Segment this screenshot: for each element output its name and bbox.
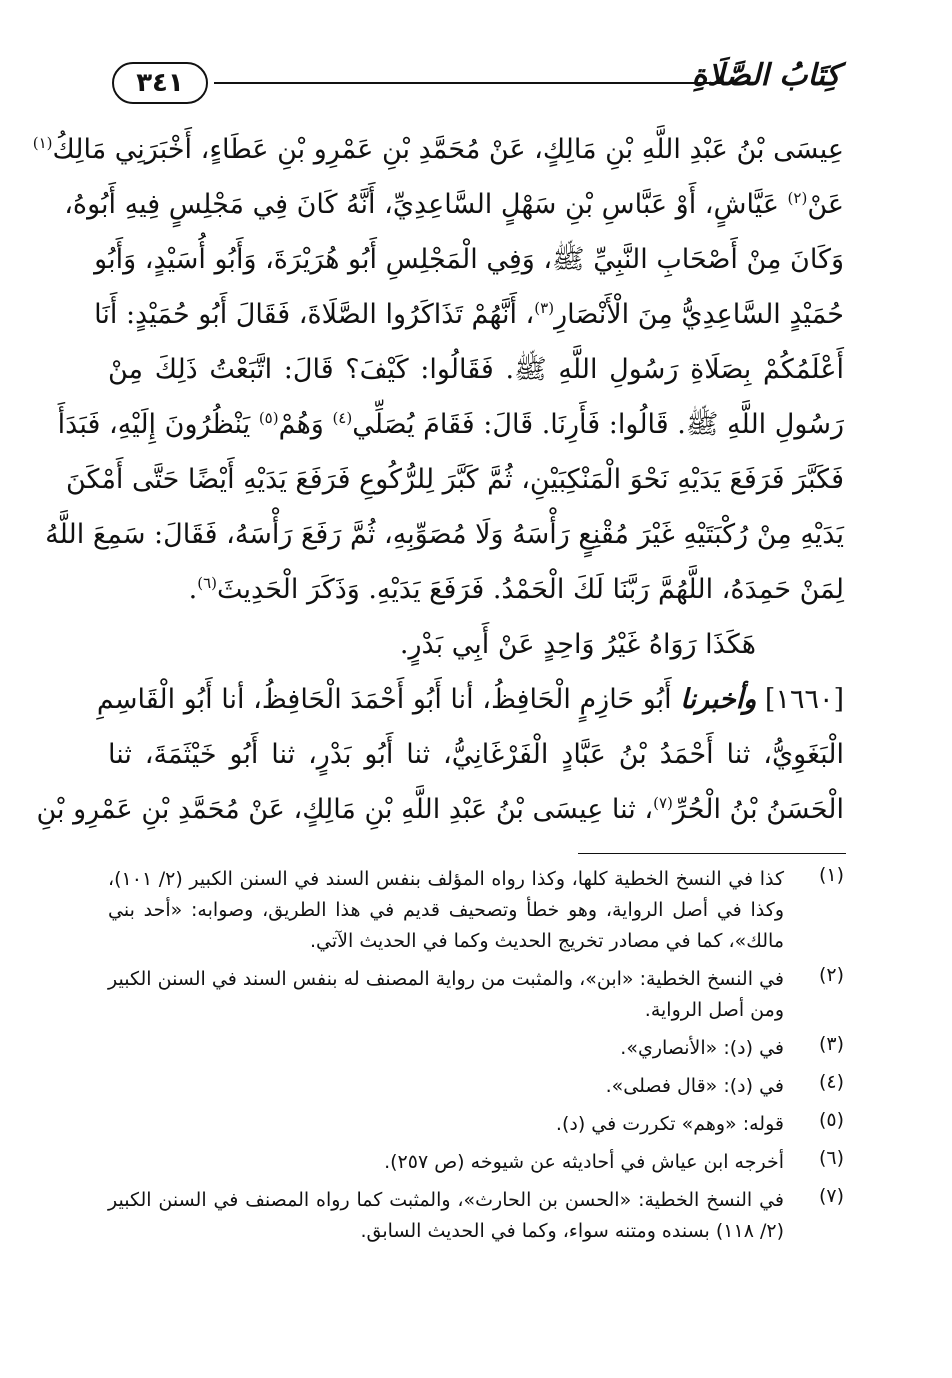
footnote: (٦) أخرجه ابن عياش في أحاديثه عن شيوخه (ص ٢٥٧). [384,1147,844,1173]
footnotes [108,864,844,1254]
page-number: ٣٤١ [136,68,184,98]
footnote: (١) كذا في النسخ الخطية كلها، وكذا رواه المؤلف بنفس السند في السنن الكبير (٢/ ١٠١)، وكذا في أصل الرواية، وهو خطأ وتصحيف قديم في هذا الطريق، وصوابه: «أحد بني مالك»، كما في مصادر تخريج الحديث وكما في الحديث الآتي. [108,864,844,952]
page-header [112,56,840,112]
text-line: الْبَغَوِيُّ، ثنا أَحْمَدُ بْنُ عَبَّادٍ الْفَرْغَانِيُّ، ثنا أَبُو بَدْرٍ، ثنا أَبُو خَيْثَمَةَ، ثنا [108,739,844,770]
footnote: (٣) في (د): «الأنصاري». [620,1033,844,1059]
footnote: (٢) في النسخ الخطية: «ابن»، والمثبت من رواية المصنف له بنفس السند في السنن الكبير ومن أصل الرواية. [108,964,844,1021]
hadith-number: [١٦٦٠] [764,684,844,715]
text-line: لِمَنْ حَمِدَهُ، اللَّهُمَّ رَبَّنَا لَكَ الْحَمْدُ. فَرَفَعَ يَدَيْهِ. وَذَكَرَ الْحَدِيثَ$^{(٦)}$. [188,574,844,605]
footnote-ref: (٤) [332,409,353,427]
footnote: (٥) قوله: «وهم» تكررت في (د). [555,1109,844,1135]
text-line: يَدَيْهِ مِنْ رُكْبَتَيْهِ غَيْرَ مُقْنِعٍ رَأْسَهُ وَلَا مُصَوِّبِهِ، ثُمَّ رَفَعَ رَأْسَهُ، فَقَالَ: سَمِعَ اللَّهُ [45,519,844,550]
akhbarana-label: وأخبرنا [680,684,757,715]
text-line: الْحَسَنُ بْنُ الْحُرِّ$^{(٧)}$، ثنا عِيسَى بْنُ عَبْدِ اللَّهِ بْنِ مَالِكٍ، عَنْ مُحَمَّدِ بْنِ عَمْرِو بْنِ [36,794,844,825]
footnote: (٤) في (د): «قال فصلى». [605,1071,844,1097]
text-line: أَعْلَمُكُمْ بِصَلَاةِ رَسُولِ اللَّهِ ﷺ. فَقَالُوا: كَيْفَ؟ قَالَ: اتَّبَعْتُ ذَلِكَ مِنْ [108,354,844,385]
footnote-divider [578,853,846,854]
footnote-ref: (٢) [787,189,808,207]
footnote-ref: (٥) [258,409,279,427]
text-line: عَنْ$^{(٢)}$ عَيَّاشٍ، أَوْ عَبَّاسِ بْنِ سَهْلٍ السَّاعِدِيِّ، أَنَّهُ كَانَ فِي مَجْلِسٍ فِيهِ أَبُوهُ، [64,189,844,220]
text-line: وَكَانَ مِنْ أَصْحَابِ النَّبِيِّ ﷺ، وَفِي الْمَجْلِسِ أَبُو هُرَيْرَةَ، وَأَبُو أُسَيْدٍ، وَأَبُو [94,244,844,275]
footnote-ref: (١) [32,134,53,152]
text-line: حُمَيْدٍ السَّاعِدِيُّ مِنَ الْأَنْصَارِ$^{(٣)}$، أَنَّهُمْ تَذَاكَرُوا الصَّلَاةَ، فَقَالَ أَبُو حُمَيْدٍ: أَنَا [94,299,844,330]
page-number-badge [112,62,208,104]
text-line: هَكَذَا رَوَاهُ غَيْرُ وَاحِدٍ عَنْ أَبِي بَدْرٍ. [399,629,756,660]
footnote-ref: (٣) [534,299,555,317]
footnote-ref: (٦) [197,574,217,592]
text-line: [١٦٦٠] وأخبرنا أَبُو حَازِمٍ الْحَافِظُ، أنا أَبُو أَحْمَدَ الْحَافِظُ، أنا أَبُو الْقَاسِمِ [96,684,844,715]
footnote-ref: (٧) [653,794,673,812]
chapter-title: كِتَابُ الصَّلَاةِ [691,58,840,93]
text-line: فَكَبَّرَ فَرَفَعَ يَدَيْهِ نَحْوَ الْمَنْكِبَيْنِ، ثُمَّ كَبَّرَ لِلرُّكُوعِ فَرَفَعَ يَدَيْهِ أَيْضًا حَتَّى أَمْكَنَ [65,464,844,495]
footnote: (٧) في النسخ الخطية: «الحسن بن الحارث»، والمثبت كما رواه المصنف في السنن الكبير (٢/ ١١٨) بسنده ومتنه سواء، وكما في الحديث السابق. [108,1185,844,1242]
header-rule [214,82,742,84]
text-line: عِيسَى بْنُ عَبْدِ اللَّهِ بْنِ مَالِكٍ، عَنْ مُحَمَّدِ بْنِ عَمْرِو بْنِ عَطَاءٍ، أَخْبَرَنِي مَالِكُ$^{(١)}$ [32,134,844,165]
main-text [32,122,844,837]
text-line: رَسُولِ اللَّهِ ﷺ. قَالُوا: فَأَرِنَا. قَالَ: فَقَامَ يُصَلِّي$^{(٤)}$ وَهُمْ$^{(٥)}$ يَنْظُرُونَ إِلَيْهِ، فَبَدَأَ [57,409,844,440]
